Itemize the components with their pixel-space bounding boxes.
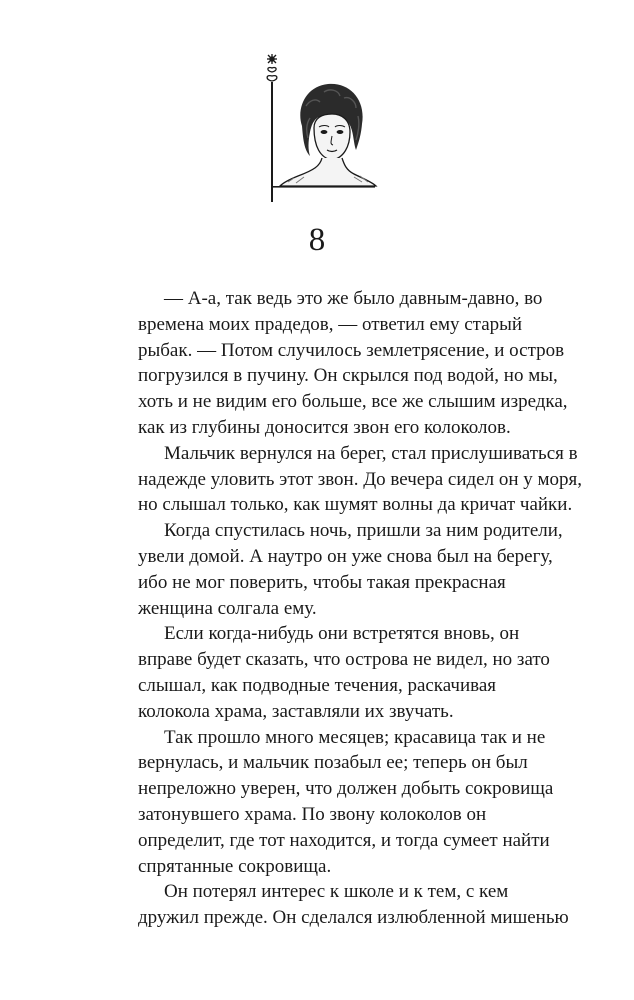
chapter-number: 8 xyxy=(308,222,326,258)
paragraph xyxy=(138,725,570,880)
text-line: Когда спустилась ночь, пришли за ним родители, xyxy=(164,520,563,542)
chapter-body-text xyxy=(138,286,583,931)
text-line: хоть и не видим его больше, все же слышим изредка, xyxy=(138,391,568,413)
child-portrait xyxy=(280,84,376,186)
text-line: погрузился в пучину. Он скрылся под водой, но мы, xyxy=(138,365,558,387)
text-line: Он потерял интерес к школе и к тем, с кем xyxy=(164,881,509,903)
text-line: вправе будет сказать, что острова не видел, но зато xyxy=(138,649,550,671)
text-line: надежде уловить этот звон. До вечера сидел он у моря, xyxy=(138,468,583,490)
chapter-vignette-illustration xyxy=(258,46,378,206)
text-line: увели домой. А наутро он уже снова был на берегу, xyxy=(138,545,553,567)
text-line: рыбак. — Потом случилось землетрясение, и остров xyxy=(138,339,565,361)
text-line: Так прошло много месяцев; красавица так и не xyxy=(164,726,546,748)
vignette-rule-vertical xyxy=(271,82,273,202)
paragraph xyxy=(138,621,570,724)
text-line: Мальчик вернулся на берег, стал прислушиваться в xyxy=(164,442,578,464)
text-line: спрятанные сокровища. xyxy=(138,855,332,877)
text-line: но слышал только, как шумят волны да кричат чайки. xyxy=(138,494,573,516)
text-line: дружил прежде. Он сделался излюбленной мишенью xyxy=(138,907,569,929)
text-line: затонувшего храма. По звону колоколов он xyxy=(138,803,487,825)
text-line: — А-а, так ведь это же было давным-давно, во xyxy=(164,288,543,309)
flower-icon xyxy=(267,54,277,81)
text-line: как из глубины доносится звон его колоколов. xyxy=(138,416,511,438)
paragraph xyxy=(138,286,570,441)
text-line: непреложно уверен, что должен добыть сокровища xyxy=(138,778,554,800)
text-line: слышал, как подводные течения, раскачивая xyxy=(138,674,497,696)
paragraph xyxy=(138,879,570,931)
paragraph xyxy=(138,441,583,518)
text-line: вернулась, и мальчик позабыл ее; теперь он был xyxy=(138,752,528,774)
paragraph xyxy=(138,518,570,621)
text-line: ибо не мог поверить, чтобы такая прекрасная xyxy=(138,571,506,593)
text-line: времена моих прадедов, — ответил ему старый xyxy=(138,313,523,335)
text-line: колокола храма, заставляли их звучать. xyxy=(138,700,454,722)
text-line: Если когда-нибудь они встретятся вновь, он xyxy=(164,623,520,645)
text-line: женщина солгала ему. xyxy=(138,597,317,619)
text-line: определит, где тот находится, и тогда сумеет найти xyxy=(138,829,550,851)
